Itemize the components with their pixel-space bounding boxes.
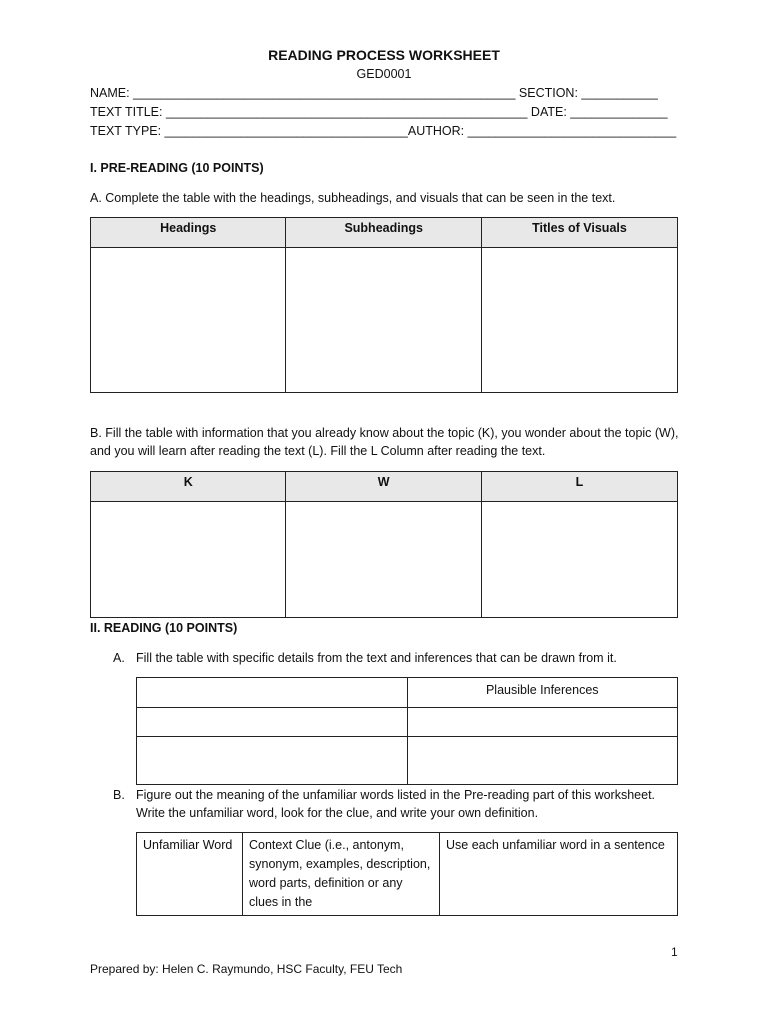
subheadings-cell[interactable] xyxy=(286,248,481,393)
col-l: L xyxy=(481,472,677,502)
headings-table xyxy=(90,217,678,393)
col-headings: Headings xyxy=(91,218,286,248)
k-cell[interactable] xyxy=(91,502,286,618)
headings-cell[interactable] xyxy=(91,248,286,393)
l-cell[interactable] xyxy=(481,502,677,618)
details-inferences-table xyxy=(136,677,678,785)
item-b-marker: B. xyxy=(113,788,125,802)
reading-heading: II. READING (10 POINTS) xyxy=(90,621,238,635)
type-author-line: TEXT TYPE: ___________________________________AUTHOR: ______________________________ xyxy=(90,124,677,138)
details-cell[interactable] xyxy=(137,737,408,785)
part-b-instruction: B. Fill the table with information that you already know about the topic (K), you wonder about the topic (W), and you will learn after reading the text (L). Fill the L Column after reading the text. xyxy=(90,426,679,458)
col-subheadings: Subheadings xyxy=(286,218,481,248)
item-a-text: Fill the table with specific details from the text and inferences that can be drawn from it. xyxy=(136,651,617,665)
page-title: READING PROCESS WORKSHEET xyxy=(268,47,500,63)
name-section-line: NAME: _______________________________________________________ SECTION: ___________ xyxy=(90,86,658,100)
w-cell[interactable] xyxy=(286,502,481,618)
vocabulary-table xyxy=(136,832,678,916)
course-code: GED0001 xyxy=(356,67,412,81)
details-header-cell[interactable] xyxy=(137,678,408,708)
col-use-in-sentence: Use each unfamiliar word in a sentence xyxy=(440,833,678,916)
inference-cell[interactable] xyxy=(407,737,678,785)
inference-cell[interactable] xyxy=(407,708,678,737)
prepared-by: Prepared by: Helen C. Raymundo, HSC Faculty, FEU Tech xyxy=(90,962,403,976)
col-titles-of-visuals: Titles of Visuals xyxy=(481,218,677,248)
page-number: 1 xyxy=(671,945,678,959)
item-b-text: Figure out the meaning of the unfamiliar words listed in the Pre-reading part of this worksheet. Write the unfamiliar word, look for the clue, and write your own definition. xyxy=(136,788,656,820)
col-k: K xyxy=(91,472,286,502)
details-cell[interactable] xyxy=(137,708,408,737)
col-unfamiliar-word: Unfamiliar Word xyxy=(137,833,243,916)
part-a-instruction: A. Complete the table with the headings, subheadings, and visuals that can be seen in the text. xyxy=(90,191,616,205)
col-w: W xyxy=(286,472,481,502)
pre-reading-heading: I. PRE-READING (10 POINTS) xyxy=(90,161,264,175)
title-date-line: TEXT TITLE: ____________________________________________________ DATE: ______________ xyxy=(90,105,668,119)
visuals-cell[interactable] xyxy=(481,248,677,393)
kwl-table xyxy=(90,471,678,618)
item-a-marker: A. xyxy=(113,651,125,665)
col-context-clue: Context Clue (i.e., antonym, synonym, examples, description, word parts, definition or any clues in the xyxy=(243,833,440,916)
col-plausible-inferences: Plausible Inferences xyxy=(407,678,678,708)
